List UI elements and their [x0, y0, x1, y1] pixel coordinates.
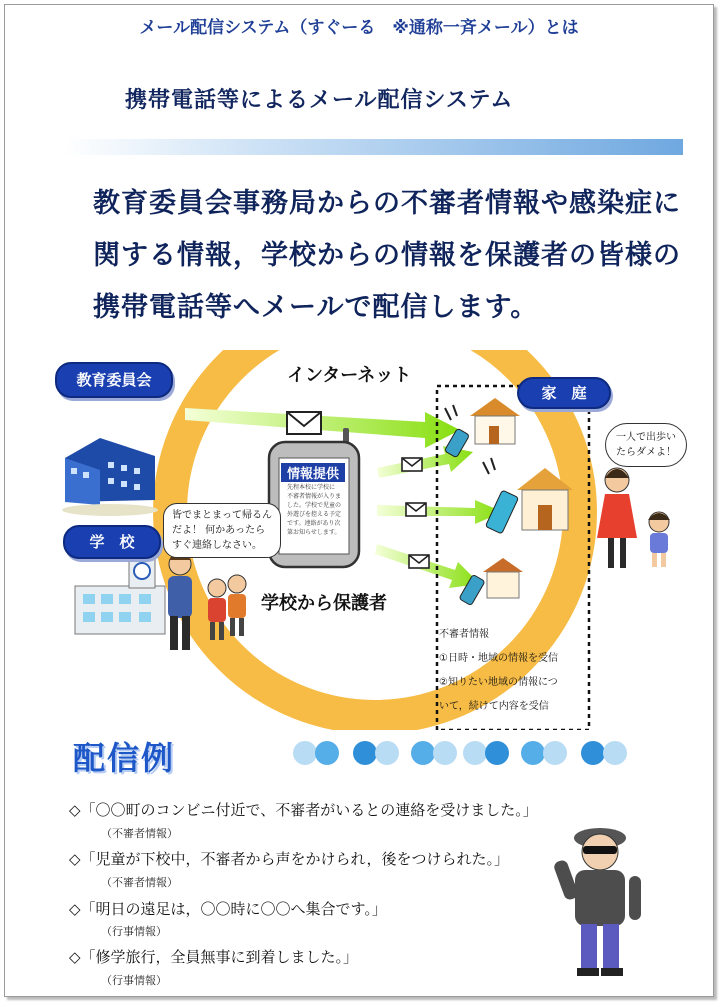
page-title: 携帯電話等によるメール配信システム [125, 88, 514, 113]
example-4-tag: （行事情報） [101, 974, 167, 987]
arrow-green-3 [377, 500, 503, 524]
example-2-tag: （不審者情報） [101, 876, 178, 889]
envelope-icon-1 [287, 412, 321, 434]
page-header: メール配信システム（すぐーる ※通称一斉メール）とは [139, 18, 579, 38]
teacher-speech-bubble: 皆でまとまって帰るん だよ！ 何かあったら すぐ連絡しなさい。 [163, 503, 281, 558]
examples-title: 配信例 [73, 739, 176, 777]
lead-line-3: 携帯電話等へメールで配信します。 [93, 292, 539, 323]
house-icon-3 [459, 558, 523, 606]
example-3-tag: （行事情報） [101, 925, 167, 938]
school-building-icon [75, 558, 165, 634]
internet-label: インターネット [287, 365, 412, 386]
envelope-icon-2 [402, 458, 422, 471]
envelope-icon-4 [409, 555, 429, 568]
example-1: ◇「〇〇町のコンビニ付近で、不審者がいるとの連絡を受けました。」 [69, 801, 538, 819]
phone-screen-text: 先程本校に学校に 不審者情報が入りま した。学校で児童の 外遊びを控える予定 です。連絡があり次 第お知らせします。 [287, 484, 342, 536]
example-1-tag: （不審者情報） [101, 827, 178, 840]
girl-icon [648, 512, 670, 567]
home-info-text: 不審者情報 ①日時・地域の情報を受信 ②知りたい地域の情報につ いて，続けて内容を受信 [439, 629, 558, 712]
mother-icon [597, 468, 637, 568]
lead-line-1: 教育委員会事務局からの不審者情報や感染症に [93, 188, 681, 219]
example-4: ◇「修学旅行，全員無事に到着しました。」 [69, 948, 359, 966]
teacher-icon [168, 553, 192, 650]
home-label: 家 庭 [517, 377, 611, 409]
school-label: 学 校 [63, 525, 161, 559]
page [4, 4, 714, 997]
gradient-divider [65, 139, 683, 155]
school-to-parents-label: 学校から保護者 [261, 593, 387, 614]
suspicious-person-icon [545, 820, 655, 980]
example-3: ◇「明日の遠足は，〇〇時に〇〇へ集合です。」 [69, 900, 387, 918]
board-of-education-label: 教育委員会 [55, 362, 173, 398]
lead-line-2: 関する情報，学校からの情報を保護者の皆様の [93, 240, 681, 271]
phone-screen-title: 情報提供 [281, 463, 345, 482]
parent-speech-bubble: 一人で出歩い たらダメよ！ [605, 423, 687, 467]
envelope-icon-3 [406, 503, 426, 516]
office-building-icon [62, 438, 158, 516]
house-icon-2 [485, 468, 573, 534]
example-2: ◇「児童が下校中，不審者から声をかけられ，後をつけられた。」 [69, 850, 509, 868]
